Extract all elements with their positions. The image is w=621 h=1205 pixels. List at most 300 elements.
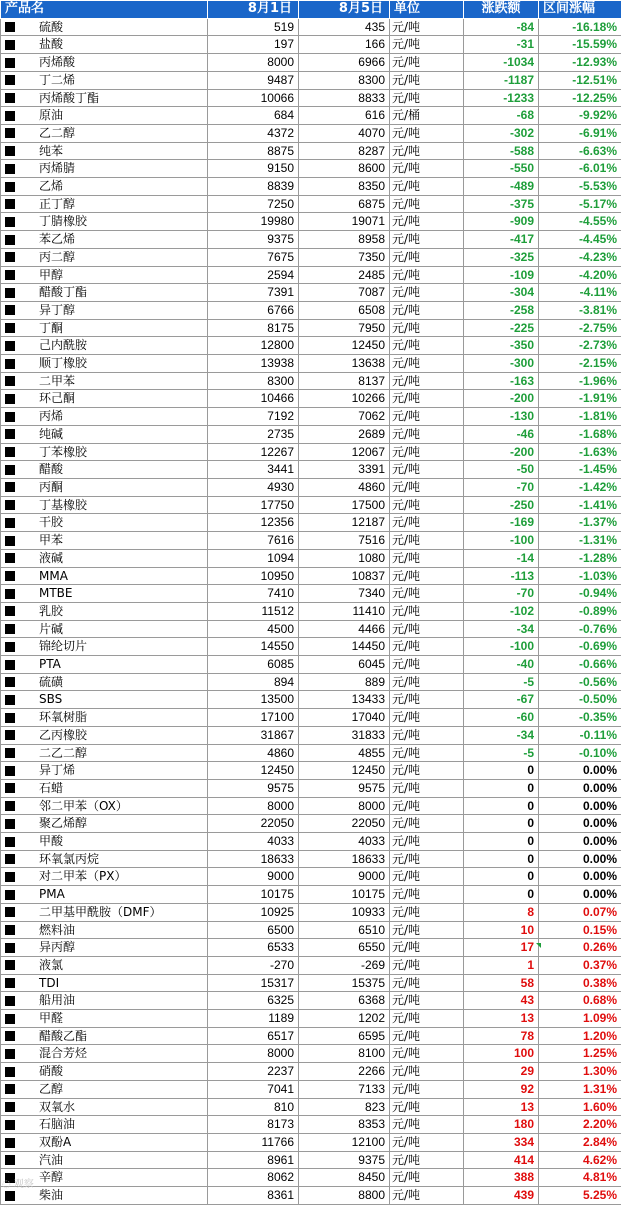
row-change-cell[interactable]: 180 bbox=[464, 1116, 539, 1134]
row-unit-cell[interactable]: 元/吨 bbox=[390, 319, 464, 337]
row-change-cell[interactable]: -130 bbox=[464, 408, 539, 426]
row-change-cell[interactable]: 78 bbox=[464, 1027, 539, 1045]
row-aug5-cell[interactable]: 6966 bbox=[299, 54, 390, 72]
row-name-cell[interactable] bbox=[1, 585, 208, 603]
row-aug5-cell[interactable]: 2266 bbox=[299, 1063, 390, 1081]
row-unit-cell[interactable]: 元/吨 bbox=[390, 231, 464, 249]
row-aug1-cell[interactable]: 10950 bbox=[208, 567, 299, 585]
row-unit-cell[interactable]: 元/吨 bbox=[390, 1010, 464, 1028]
row-unit-cell[interactable]: 元/吨 bbox=[390, 443, 464, 461]
row-pct-cell[interactable]: 0.07% bbox=[539, 903, 621, 921]
table-row[interactable] bbox=[1, 160, 621, 178]
row-pct-cell[interactable]: -1.91% bbox=[539, 390, 621, 408]
row-pct-cell[interactable]: -2.15% bbox=[539, 355, 621, 373]
row-name-cell[interactable] bbox=[1, 620, 208, 638]
row-pct-cell[interactable]: -0.10% bbox=[539, 744, 621, 762]
row-unit-cell[interactable]: 元/吨 bbox=[390, 549, 464, 567]
row-name-cell[interactable] bbox=[1, 886, 208, 904]
row-name-cell[interactable] bbox=[1, 496, 208, 514]
table-row[interactable] bbox=[1, 673, 621, 691]
row-change-cell[interactable]: 43 bbox=[464, 992, 539, 1010]
row-aug5-cell[interactable]: 616 bbox=[299, 107, 390, 125]
row-aug1-cell[interactable]: -270 bbox=[208, 956, 299, 974]
row-unit-cell[interactable]: 元/吨 bbox=[390, 1063, 464, 1081]
row-unit-cell[interactable]: 元/吨 bbox=[390, 18, 464, 36]
row-pct-cell[interactable]: 1.20% bbox=[539, 1027, 621, 1045]
row-aug1-cell[interactable]: 14550 bbox=[208, 638, 299, 656]
row-name-cell[interactable] bbox=[1, 355, 208, 373]
row-name-cell[interactable] bbox=[1, 461, 208, 479]
row-aug1-cell[interactable]: 8000 bbox=[208, 797, 299, 815]
row-aug1-cell[interactable]: 9375 bbox=[208, 231, 299, 249]
table-row[interactable] bbox=[1, 266, 621, 284]
row-aug1-cell[interactable]: 11512 bbox=[208, 602, 299, 620]
row-aug1-cell[interactable]: 13500 bbox=[208, 691, 299, 709]
row-aug5-cell[interactable]: 7350 bbox=[299, 248, 390, 266]
table-row[interactable] bbox=[1, 408, 621, 426]
row-name-cell[interactable] bbox=[1, 921, 208, 939]
row-unit-cell[interactable]: 元/吨 bbox=[390, 797, 464, 815]
table-row[interactable] bbox=[1, 833, 621, 851]
row-name-cell[interactable] bbox=[1, 956, 208, 974]
row-pct-cell[interactable]: 0.00% bbox=[539, 850, 621, 868]
row-name-cell[interactable] bbox=[1, 1010, 208, 1028]
table-row[interactable] bbox=[1, 478, 621, 496]
row-pct-cell[interactable]: 0.38% bbox=[539, 974, 621, 992]
row-change-cell[interactable]: 13 bbox=[464, 1010, 539, 1028]
table-row[interactable] bbox=[1, 602, 621, 620]
row-name-cell[interactable] bbox=[1, 833, 208, 851]
row-pct-cell[interactable]: -16.18% bbox=[539, 18, 621, 36]
row-name-cell[interactable] bbox=[1, 213, 208, 231]
row-name-cell[interactable] bbox=[1, 1080, 208, 1098]
row-name-cell[interactable] bbox=[1, 1063, 208, 1081]
row-aug5-cell[interactable]: 10175 bbox=[299, 886, 390, 904]
table-row[interactable] bbox=[1, 709, 621, 727]
row-unit-cell[interactable]: 元/吨 bbox=[390, 1080, 464, 1098]
row-aug5-cell[interactable]: 8000 bbox=[299, 797, 390, 815]
row-pct-cell[interactable]: 1.09% bbox=[539, 1010, 621, 1028]
table-row[interactable] bbox=[1, 390, 621, 408]
row-aug1-cell[interactable]: 2735 bbox=[208, 425, 299, 443]
row-aug1-cell[interactable]: 684 bbox=[208, 107, 299, 125]
table-row[interactable] bbox=[1, 956, 621, 974]
row-pct-cell[interactable]: -12.25% bbox=[539, 89, 621, 107]
row-name-cell[interactable] bbox=[1, 89, 208, 107]
row-aug5-cell[interactable]: 12450 bbox=[299, 337, 390, 355]
row-unit-cell[interactable]: 元/吨 bbox=[390, 1027, 464, 1045]
row-aug1-cell[interactable]: 31867 bbox=[208, 726, 299, 744]
table-row[interactable] bbox=[1, 1045, 621, 1063]
row-pct-cell[interactable]: 4.62% bbox=[539, 1151, 621, 1169]
row-name-cell[interactable] bbox=[1, 797, 208, 815]
row-change-cell[interactable]: 1 bbox=[464, 956, 539, 974]
row-unit-cell[interactable]: 元/吨 bbox=[390, 833, 464, 851]
row-name-cell[interactable] bbox=[1, 638, 208, 656]
row-unit-cell[interactable]: 元/吨 bbox=[390, 1169, 464, 1187]
row-name-cell[interactable] bbox=[1, 514, 208, 532]
row-unit-cell[interactable]: 元/吨 bbox=[390, 284, 464, 302]
row-pct-cell[interactable]: -4.23% bbox=[539, 248, 621, 266]
row-name-cell[interactable] bbox=[1, 762, 208, 780]
row-unit-cell[interactable]: 元/吨 bbox=[390, 372, 464, 390]
row-name-cell[interactable] bbox=[1, 71, 208, 89]
row-pct-cell[interactable]: 1.31% bbox=[539, 1080, 621, 1098]
row-pct-cell[interactable]: 0.00% bbox=[539, 762, 621, 780]
row-aug5-cell[interactable]: 8450 bbox=[299, 1169, 390, 1187]
row-change-cell[interactable]: 0 bbox=[464, 762, 539, 780]
row-name-cell[interactable] bbox=[1, 992, 208, 1010]
row-aug5-cell[interactable]: 6595 bbox=[299, 1027, 390, 1045]
row-unit-cell[interactable]: 元/吨 bbox=[390, 815, 464, 833]
table-row[interactable] bbox=[1, 744, 621, 762]
row-pct-cell[interactable]: -0.35% bbox=[539, 709, 621, 727]
row-unit-cell[interactable]: 元/吨 bbox=[390, 496, 464, 514]
row-name-cell[interactable] bbox=[1, 1134, 208, 1152]
table-row[interactable] bbox=[1, 815, 621, 833]
row-aug5-cell[interactable]: 8800 bbox=[299, 1187, 390, 1205]
row-name-cell[interactable] bbox=[1, 567, 208, 585]
row-pct-cell[interactable]: -0.50% bbox=[539, 691, 621, 709]
row-aug1-cell[interactable]: 2594 bbox=[208, 266, 299, 284]
row-unit-cell[interactable]: 元/吨 bbox=[390, 54, 464, 72]
table-row[interactable] bbox=[1, 921, 621, 939]
row-aug1-cell[interactable]: 6517 bbox=[208, 1027, 299, 1045]
table-row[interactable] bbox=[1, 549, 621, 567]
row-name-cell[interactable] bbox=[1, 1098, 208, 1116]
table-row[interactable] bbox=[1, 656, 621, 674]
table-row[interactable] bbox=[1, 284, 621, 302]
row-aug5-cell[interactable]: 18633 bbox=[299, 850, 390, 868]
table-row[interactable] bbox=[1, 992, 621, 1010]
row-pct-cell[interactable]: -1.37% bbox=[539, 514, 621, 532]
table-row[interactable] bbox=[1, 443, 621, 461]
row-change-cell[interactable]: -1034 bbox=[464, 54, 539, 72]
row-aug5-cell[interactable]: 6550 bbox=[299, 939, 390, 957]
row-pct-cell[interactable]: -0.11% bbox=[539, 726, 621, 744]
row-aug1-cell[interactable]: 4930 bbox=[208, 478, 299, 496]
row-change-cell[interactable]: 58 bbox=[464, 974, 539, 992]
row-unit-cell[interactable]: 元/吨 bbox=[390, 726, 464, 744]
row-change-cell[interactable]: -84 bbox=[464, 18, 539, 36]
row-unit-cell[interactable]: 元/吨 bbox=[390, 939, 464, 957]
row-aug5-cell[interactable]: 6508 bbox=[299, 301, 390, 319]
row-unit-cell[interactable]: 元/吨 bbox=[390, 390, 464, 408]
row-aug1-cell[interactable]: 8300 bbox=[208, 372, 299, 390]
row-unit-cell[interactable]: 元/吨 bbox=[390, 1098, 464, 1116]
row-aug1-cell[interactable]: 6533 bbox=[208, 939, 299, 957]
row-aug5-cell[interactable]: 2485 bbox=[299, 266, 390, 284]
row-change-cell[interactable]: -70 bbox=[464, 478, 539, 496]
row-aug5-cell[interactable]: 8350 bbox=[299, 178, 390, 196]
row-aug5-cell[interactable]: 435 bbox=[299, 18, 390, 36]
table-row[interactable] bbox=[1, 886, 621, 904]
row-aug1-cell[interactable]: 10466 bbox=[208, 390, 299, 408]
table-row[interactable] bbox=[1, 585, 621, 603]
row-aug1-cell[interactable]: 7391 bbox=[208, 284, 299, 302]
row-change-cell[interactable]: -200 bbox=[464, 443, 539, 461]
row-aug1-cell[interactable]: 6766 bbox=[208, 301, 299, 319]
row-aug5-cell[interactable]: 8833 bbox=[299, 89, 390, 107]
row-unit-cell[interactable]: 元/吨 bbox=[390, 425, 464, 443]
row-unit-cell[interactable]: 元/吨 bbox=[390, 602, 464, 620]
table-row[interactable] bbox=[1, 532, 621, 550]
row-change-cell[interactable]: 439 bbox=[464, 1187, 539, 1205]
table-row[interactable] bbox=[1, 178, 621, 196]
row-aug5-cell[interactable]: 10837 bbox=[299, 567, 390, 585]
row-aug1-cell[interactable]: 3441 bbox=[208, 461, 299, 479]
row-change-cell[interactable]: -250 bbox=[464, 496, 539, 514]
row-aug1-cell[interactable]: 1189 bbox=[208, 1010, 299, 1028]
row-name-cell[interactable] bbox=[1, 656, 208, 674]
row-pct-cell[interactable]: 1.25% bbox=[539, 1045, 621, 1063]
row-pct-cell[interactable]: 0.00% bbox=[539, 797, 621, 815]
row-aug5-cell[interactable]: 19071 bbox=[299, 213, 390, 231]
row-pct-cell[interactable]: -12.93% bbox=[539, 54, 621, 72]
row-pct-cell[interactable]: -0.94% bbox=[539, 585, 621, 603]
row-change-cell[interactable]: -109 bbox=[464, 266, 539, 284]
table-row[interactable] bbox=[1, 195, 621, 213]
row-pct-cell[interactable]: -6.91% bbox=[539, 124, 621, 142]
table-row[interactable] bbox=[1, 301, 621, 319]
row-aug5-cell[interactable]: 4855 bbox=[299, 744, 390, 762]
row-aug1-cell[interactable]: 8961 bbox=[208, 1151, 299, 1169]
row-change-cell[interactable]: -258 bbox=[464, 301, 539, 319]
row-change-cell[interactable]: -100 bbox=[464, 532, 539, 550]
row-name-cell[interactable] bbox=[1, 160, 208, 178]
row-pct-cell[interactable]: -0.89% bbox=[539, 602, 621, 620]
row-change-cell[interactable]: -300 bbox=[464, 355, 539, 373]
table-row[interactable] bbox=[1, 89, 621, 107]
row-unit-cell[interactable]: 元/吨 bbox=[390, 160, 464, 178]
row-unit-cell[interactable]: 元/吨 bbox=[390, 266, 464, 284]
row-aug1-cell[interactable]: 17100 bbox=[208, 709, 299, 727]
row-change-cell[interactable]: -909 bbox=[464, 213, 539, 231]
row-change-cell[interactable]: -34 bbox=[464, 726, 539, 744]
row-aug5-cell[interactable]: 9000 bbox=[299, 868, 390, 886]
row-aug1-cell[interactable]: 8839 bbox=[208, 178, 299, 196]
row-name-cell[interactable] bbox=[1, 691, 208, 709]
row-aug1-cell[interactable]: 7041 bbox=[208, 1080, 299, 1098]
row-aug1-cell[interactable]: 7192 bbox=[208, 408, 299, 426]
row-name-cell[interactable] bbox=[1, 549, 208, 567]
table-row[interactable] bbox=[1, 18, 621, 36]
row-unit-cell[interactable]: 元/吨 bbox=[390, 903, 464, 921]
table-row[interactable] bbox=[1, 124, 621, 142]
row-unit-cell[interactable]: 元/吨 bbox=[390, 408, 464, 426]
row-aug1-cell[interactable]: 7410 bbox=[208, 585, 299, 603]
row-aug1-cell[interactable]: 13938 bbox=[208, 355, 299, 373]
row-name-cell[interactable] bbox=[1, 709, 208, 727]
row-aug1-cell[interactable]: 8173 bbox=[208, 1116, 299, 1134]
row-aug5-cell[interactable]: 7950 bbox=[299, 319, 390, 337]
row-change-cell[interactable]: 0 bbox=[464, 779, 539, 797]
row-name-cell[interactable] bbox=[1, 18, 208, 36]
row-aug5-cell[interactable]: 13433 bbox=[299, 691, 390, 709]
row-pct-cell[interactable]: -4.20% bbox=[539, 266, 621, 284]
row-pct-cell[interactable]: -1.63% bbox=[539, 443, 621, 461]
table-row[interactable] bbox=[1, 762, 621, 780]
row-pct-cell[interactable]: -9.92% bbox=[539, 107, 621, 125]
row-aug5-cell[interactable]: 3391 bbox=[299, 461, 390, 479]
row-aug5-cell[interactable]: 11410 bbox=[299, 602, 390, 620]
row-aug1-cell[interactable]: 4372 bbox=[208, 124, 299, 142]
row-unit-cell[interactable]: 元/吨 bbox=[390, 532, 464, 550]
row-pct-cell[interactable]: 0.00% bbox=[539, 868, 621, 886]
row-aug1-cell[interactable]: 2237 bbox=[208, 1063, 299, 1081]
row-pct-cell[interactable]: -2.73% bbox=[539, 337, 621, 355]
row-aug1-cell[interactable]: 8000 bbox=[208, 1045, 299, 1063]
row-pct-cell[interactable]: 0.00% bbox=[539, 779, 621, 797]
row-aug5-cell[interactable]: 17500 bbox=[299, 496, 390, 514]
row-pct-cell[interactable]: 0.00% bbox=[539, 815, 621, 833]
row-unit-cell[interactable]: 元/吨 bbox=[390, 762, 464, 780]
row-name-cell[interactable] bbox=[1, 903, 208, 921]
row-aug1-cell[interactable]: 7616 bbox=[208, 532, 299, 550]
row-aug5-cell[interactable]: 4070 bbox=[299, 124, 390, 142]
row-unit-cell[interactable]: 元/吨 bbox=[390, 974, 464, 992]
row-aug5-cell[interactable]: 4033 bbox=[299, 833, 390, 851]
header-change[interactable]: 涨跌额 bbox=[464, 1, 539, 19]
row-aug5-cell[interactable]: 9375 bbox=[299, 1151, 390, 1169]
row-name-cell[interactable] bbox=[1, 195, 208, 213]
table-row[interactable] bbox=[1, 248, 621, 266]
table-row[interactable] bbox=[1, 1116, 621, 1134]
row-name-cell[interactable] bbox=[1, 54, 208, 72]
row-aug5-cell[interactable]: 2689 bbox=[299, 425, 390, 443]
row-aug1-cell[interactable]: 12356 bbox=[208, 514, 299, 532]
row-aug1-cell[interactable]: 10066 bbox=[208, 89, 299, 107]
row-aug1-cell[interactable]: 10925 bbox=[208, 903, 299, 921]
row-aug5-cell[interactable]: 15375 bbox=[299, 974, 390, 992]
row-pct-cell[interactable]: 0.00% bbox=[539, 886, 621, 904]
row-aug1-cell[interactable]: 15317 bbox=[208, 974, 299, 992]
table-row[interactable] bbox=[1, 1063, 621, 1081]
table-row[interactable] bbox=[1, 1187, 621, 1205]
row-change-cell[interactable]: 0 bbox=[464, 833, 539, 851]
table-row[interactable] bbox=[1, 1151, 621, 1169]
header-name[interactable]: 产品名 bbox=[1, 1, 208, 19]
row-name-cell[interactable] bbox=[1, 532, 208, 550]
row-pct-cell[interactable]: -1.96% bbox=[539, 372, 621, 390]
row-aug1-cell[interactable]: 6500 bbox=[208, 921, 299, 939]
row-pct-cell[interactable]: -4.55% bbox=[539, 213, 621, 231]
row-change-cell[interactable]: 10 bbox=[464, 921, 539, 939]
row-unit-cell[interactable]: 元/吨 bbox=[390, 585, 464, 603]
row-name-cell[interactable] bbox=[1, 301, 208, 319]
row-aug1-cell[interactable]: 8175 bbox=[208, 319, 299, 337]
row-change-cell[interactable]: 0 bbox=[464, 797, 539, 815]
row-aug1-cell[interactable]: 12800 bbox=[208, 337, 299, 355]
row-change-cell[interactable]: -417 bbox=[464, 231, 539, 249]
row-change-cell[interactable]: -70 bbox=[464, 585, 539, 603]
row-aug1-cell[interactable]: 810 bbox=[208, 1098, 299, 1116]
row-name-cell[interactable] bbox=[1, 337, 208, 355]
row-unit-cell[interactable]: 元/吨 bbox=[390, 301, 464, 319]
row-change-cell[interactable]: -50 bbox=[464, 461, 539, 479]
row-name-cell[interactable] bbox=[1, 726, 208, 744]
row-aug1-cell[interactable]: 9150 bbox=[208, 160, 299, 178]
row-name-cell[interactable] bbox=[1, 319, 208, 337]
row-pct-cell[interactable]: -1.03% bbox=[539, 567, 621, 585]
table-row[interactable] bbox=[1, 691, 621, 709]
row-pct-cell[interactable]: -5.17% bbox=[539, 195, 621, 213]
row-pct-cell[interactable]: 4.81% bbox=[539, 1169, 621, 1187]
row-unit-cell[interactable]: 元/吨 bbox=[390, 71, 464, 89]
row-change-cell[interactable]: -163 bbox=[464, 372, 539, 390]
row-pct-cell[interactable]: -1.41% bbox=[539, 496, 621, 514]
row-aug5-cell[interactable]: -269 bbox=[299, 956, 390, 974]
row-name-cell[interactable] bbox=[1, 408, 208, 426]
row-unit-cell[interactable]: 元/吨 bbox=[390, 709, 464, 727]
row-change-cell[interactable]: -34 bbox=[464, 620, 539, 638]
row-aug5-cell[interactable]: 8353 bbox=[299, 1116, 390, 1134]
row-aug5-cell[interactable]: 14450 bbox=[299, 638, 390, 656]
row-unit-cell[interactable]: 元/吨 bbox=[390, 1151, 464, 1169]
row-change-cell[interactable]: -60 bbox=[464, 709, 539, 727]
row-name-cell[interactable] bbox=[1, 284, 208, 302]
table-row[interactable] bbox=[1, 355, 621, 373]
row-aug5-cell[interactable]: 7340 bbox=[299, 585, 390, 603]
row-pct-cell[interactable]: 0.37% bbox=[539, 956, 621, 974]
row-pct-cell[interactable]: -6.63% bbox=[539, 142, 621, 160]
row-aug5-cell[interactable]: 13638 bbox=[299, 355, 390, 373]
row-pct-cell[interactable]: -5.53% bbox=[539, 178, 621, 196]
row-change-cell[interactable]: -350 bbox=[464, 337, 539, 355]
row-change-cell[interactable]: 0 bbox=[464, 815, 539, 833]
table-row[interactable] bbox=[1, 903, 621, 921]
row-aug1-cell[interactable]: 8062 bbox=[208, 1169, 299, 1187]
row-aug5-cell[interactable]: 7087 bbox=[299, 284, 390, 302]
row-change-cell[interactable]: -5 bbox=[464, 744, 539, 762]
row-aug5-cell[interactable]: 12067 bbox=[299, 443, 390, 461]
row-aug5-cell[interactable]: 4860 bbox=[299, 478, 390, 496]
row-aug5-cell[interactable]: 8100 bbox=[299, 1045, 390, 1063]
table-row[interactable] bbox=[1, 213, 621, 231]
row-aug5-cell[interactable]: 166 bbox=[299, 36, 390, 54]
row-change-cell[interactable]: -1187 bbox=[464, 71, 539, 89]
row-pct-cell[interactable]: -1.42% bbox=[539, 478, 621, 496]
row-change-cell[interactable]: -14 bbox=[464, 549, 539, 567]
row-aug5-cell[interactable]: 4466 bbox=[299, 620, 390, 638]
row-aug5-cell[interactable]: 8300 bbox=[299, 71, 390, 89]
row-pct-cell[interactable]: -0.56% bbox=[539, 673, 621, 691]
row-aug5-cell[interactable]: 1080 bbox=[299, 549, 390, 567]
row-aug1-cell[interactable]: 9575 bbox=[208, 779, 299, 797]
row-unit-cell[interactable]: 元/吨 bbox=[390, 1116, 464, 1134]
table-row[interactable] bbox=[1, 496, 621, 514]
row-unit-cell[interactable]: 元/吨 bbox=[390, 656, 464, 674]
row-unit-cell[interactable]: 元/吨 bbox=[390, 868, 464, 886]
row-aug1-cell[interactable]: 6325 bbox=[208, 992, 299, 1010]
table-row[interactable] bbox=[1, 36, 621, 54]
row-change-cell[interactable]: -113 bbox=[464, 567, 539, 585]
row-pct-cell[interactable]: -0.69% bbox=[539, 638, 621, 656]
row-aug1-cell[interactable]: 8361 bbox=[208, 1187, 299, 1205]
row-change-cell[interactable]: -375 bbox=[464, 195, 539, 213]
row-aug5-cell[interactable]: 8958 bbox=[299, 231, 390, 249]
row-unit-cell[interactable]: 元/吨 bbox=[390, 514, 464, 532]
row-aug5-cell[interactable]: 6875 bbox=[299, 195, 390, 213]
header-unit[interactable]: 单位 bbox=[390, 1, 464, 19]
row-aug1-cell[interactable]: 6085 bbox=[208, 656, 299, 674]
row-unit-cell[interactable]: 元/吨 bbox=[390, 89, 464, 107]
row-aug1-cell[interactable]: 9000 bbox=[208, 868, 299, 886]
table-row[interactable] bbox=[1, 868, 621, 886]
row-aug5-cell[interactable]: 7516 bbox=[299, 532, 390, 550]
table-row[interactable] bbox=[1, 514, 621, 532]
row-name-cell[interactable] bbox=[1, 124, 208, 142]
